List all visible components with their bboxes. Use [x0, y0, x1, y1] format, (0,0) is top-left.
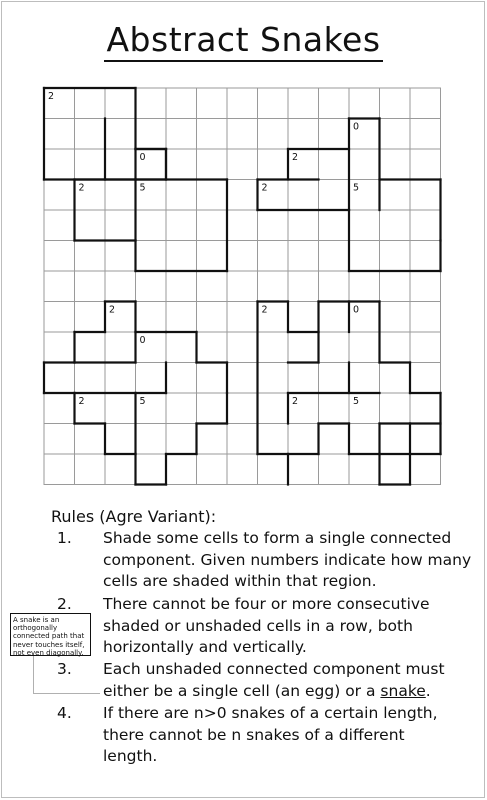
grid-cell[interactable] — [319, 302, 350, 333]
grid-cell[interactable] — [227, 454, 258, 485]
grid-cell[interactable] — [44, 271, 75, 302]
rule-3-line-2 — [103, 681, 445, 703]
grid-cell[interactable] — [197, 180, 228, 211]
grid-cell[interactable] — [44, 393, 75, 424]
rule-4-text — [103, 703, 438, 768]
grid-cell[interactable] — [410, 241, 441, 272]
grid-cell[interactable] — [44, 302, 75, 333]
grid-cell[interactable] — [258, 393, 289, 424]
clue-number: 2 — [261, 182, 268, 194]
grid-cell[interactable] — [288, 332, 319, 363]
grid-cell[interactable] — [410, 88, 441, 119]
grid-cell[interactable] — [258, 119, 289, 150]
grid-cell[interactable] — [75, 454, 106, 485]
grid-cell[interactable] — [136, 424, 167, 455]
grid-cell[interactable] — [410, 393, 441, 424]
grid-cell[interactable] — [349, 454, 380, 485]
grid-cell[interactable] — [380, 271, 411, 302]
grid-cell[interactable] — [166, 393, 197, 424]
grid-cell[interactable] — [319, 363, 350, 394]
grid-cell[interactable] — [380, 393, 411, 424]
grid-cell[interactable] — [319, 454, 350, 485]
grid-cell[interactable] — [105, 393, 136, 424]
grid-cell[interactable] — [166, 149, 197, 180]
grid-cell[interactable] — [44, 119, 75, 150]
grid-cell[interactable] — [75, 271, 106, 302]
grid-cell[interactable] — [410, 424, 441, 455]
grid-cell[interactable] — [288, 424, 319, 455]
grid-cell[interactable] — [44, 149, 75, 180]
grid-cell[interactable] — [258, 332, 289, 363]
grid-cell[interactable] — [166, 180, 197, 211]
snake-term-link[interactable]: snake — [380, 681, 426, 700]
rule-2-line-3: horizontally and vertically. — [103, 638, 307, 656]
grid-cell[interactable] — [227, 241, 258, 272]
grid-cell[interactable] — [319, 271, 350, 302]
grid-cell[interactable] — [136, 271, 167, 302]
grid-cell[interactable] — [197, 119, 228, 150]
grid-cell[interactable] — [227, 363, 258, 394]
clue-number: 5 — [139, 182, 146, 194]
grid-cell[interactable] — [258, 424, 289, 455]
grid-cell[interactable] — [105, 241, 136, 272]
grid-cell[interactable] — [197, 332, 228, 363]
rule-2-number: 2. — [57, 595, 72, 613]
grid-cell[interactable] — [197, 393, 228, 424]
grid-cell[interactable] — [75, 241, 106, 272]
grid-cell[interactable] — [319, 393, 350, 424]
grid-cell[interactable] — [410, 180, 441, 211]
grid-cell[interactable] — [319, 88, 350, 119]
grid-cell[interactable] — [75, 302, 106, 333]
grid-cell[interactable] — [197, 210, 228, 241]
clue-number: 2 — [48, 91, 55, 102]
rule-1-line-1: Shade some cells to form a single connected — [103, 529, 452, 547]
clue-number: 2 — [292, 152, 299, 163]
grid-cell[interactable] — [227, 393, 258, 424]
grid-cell[interactable] — [44, 332, 75, 363]
grid-cell[interactable] — [197, 149, 228, 180]
grid-cell[interactable] — [197, 302, 228, 333]
grid-cell[interactable] — [380, 119, 411, 150]
grid-cell[interactable] — [44, 454, 75, 485]
grid-cell[interactable] — [166, 210, 197, 241]
grid-cell[interactable] — [380, 210, 411, 241]
grid-cell[interactable] — [319, 210, 350, 241]
grid-cell[interactable] — [75, 210, 106, 241]
grid-cell[interactable] — [258, 210, 289, 241]
grid-cell[interactable] — [288, 119, 319, 150]
grid-cell[interactable] — [44, 180, 75, 211]
grid-cell[interactable] — [197, 88, 228, 119]
grid-cell[interactable] — [380, 180, 411, 211]
page-title-text: Abstract Snakes — [104, 20, 382, 62]
grid-cell[interactable] — [319, 180, 350, 211]
grid-cell[interactable] — [227, 88, 258, 119]
grid-cell[interactable] — [44, 210, 75, 241]
grid-cell[interactable] — [380, 302, 411, 333]
clue-number: 5 — [353, 182, 360, 194]
grid-cell[interactable] — [227, 210, 258, 241]
grid-cell[interactable] — [319, 424, 350, 455]
grid-cell[interactable] — [410, 454, 441, 485]
clue-number: 0 — [353, 304, 360, 316]
rule-2-text — [103, 594, 430, 659]
grid-cell[interactable] — [44, 363, 75, 394]
grid-cell[interactable] — [227, 180, 258, 211]
rule-3-line-1: Each unshaded connected component must — [103, 660, 445, 678]
rule-3-text — [103, 659, 445, 702]
clue-number: 5 — [353, 396, 360, 407]
grid-cell[interactable] — [44, 241, 75, 272]
grid-cell[interactable] — [136, 210, 167, 241]
clue-number: 2 — [78, 182, 85, 194]
grid-cell[interactable] — [349, 363, 380, 394]
grid-cell[interactable] — [410, 332, 441, 363]
rule-1-line-3: cells are shaded within that region. — [103, 572, 377, 590]
grid-cell[interactable] — [197, 424, 228, 455]
grid-cell[interactable] — [166, 363, 197, 394]
grid-cell[interactable] — [288, 180, 319, 211]
grid-cell[interactable] — [105, 271, 136, 302]
grid-cell[interactable] — [410, 210, 441, 241]
clue-number: 0 — [353, 121, 360, 133]
grid-cell[interactable] — [410, 271, 441, 302]
grid-cell[interactable] — [197, 271, 228, 302]
grid-cell[interactable] — [166, 119, 197, 150]
rule-1-number: 1. — [57, 529, 72, 547]
grid-cell[interactable] — [227, 149, 258, 180]
grid-cell[interactable] — [380, 88, 411, 119]
grid-cell[interactable] — [105, 363, 136, 394]
grid-cell[interactable] — [136, 241, 167, 272]
rule-4-number: 4. — [57, 704, 72, 722]
grid-cell[interactable] — [349, 241, 380, 272]
grid-cell[interactable] — [227, 424, 258, 455]
grid-cell[interactable] — [44, 424, 75, 455]
grid-cell[interactable] — [380, 241, 411, 272]
grid-cell[interactable] — [136, 302, 167, 333]
grid-cell[interactable] — [197, 241, 228, 272]
grid-cell[interactable] — [380, 332, 411, 363]
grid-cell[interactable] — [288, 241, 319, 272]
grid-cell[interactable] — [380, 363, 411, 394]
grid-cell[interactable] — [349, 271, 380, 302]
grid-cell[interactable] — [319, 149, 350, 180]
clue-number: 2 — [292, 396, 299, 407]
grid-cell[interactable] — [166, 454, 197, 485]
rule-2-line-2: shaded or unshaded cells in a row, both — [103, 616, 413, 635]
grid-cell[interactable] — [410, 149, 441, 180]
grid-cell[interactable] — [227, 119, 258, 150]
grid-cell[interactable] — [105, 332, 136, 363]
rule-4-line-1: If there are n>0 snakes of a certain length, — [103, 704, 438, 722]
grid-cell[interactable] — [349, 424, 380, 455]
rules-heading: Rules (Agre Variant): — [51, 507, 217, 526]
rule-3-number: 3. — [57, 660, 72, 678]
grid-cell[interactable] — [288, 210, 319, 241]
grid-cell[interactable] — [166, 88, 197, 119]
grid-cell[interactable] — [319, 119, 350, 150]
grid-cell[interactable] — [75, 149, 106, 180]
grid-cell[interactable] — [288, 302, 319, 333]
rule-2-line-1: There cannot be four or more consecutive — [103, 595, 430, 613]
clue-number: 2 — [78, 396, 85, 407]
grid-cell[interactable] — [258, 88, 289, 119]
rule-1-text — [103, 528, 471, 593]
grid-cell[interactable] — [166, 332, 197, 363]
grid-cell[interactable] — [105, 119, 136, 150]
grid-cell[interactable] — [105, 424, 136, 455]
clue-number: 0 — [139, 335, 146, 346]
grid-cell[interactable] — [227, 332, 258, 363]
grid-cell[interactable] — [166, 424, 197, 455]
grid-cell[interactable] — [410, 302, 441, 333]
grid-cell[interactable] — [75, 332, 106, 363]
grid-cell[interactable] — [258, 363, 289, 394]
grid-cell[interactable] — [75, 363, 106, 394]
rule-4-line-3: length. — [103, 747, 158, 765]
grid-cell[interactable] — [288, 88, 319, 119]
grid-cell[interactable] — [380, 454, 411, 485]
grid-cell[interactable] — [288, 271, 319, 302]
grid-cell[interactable] — [197, 363, 228, 394]
grid-cell[interactable] — [136, 454, 167, 485]
grid-cell[interactable] — [380, 149, 411, 180]
grid-cell[interactable] — [105, 210, 136, 241]
grid-cell[interactable] — [288, 454, 319, 485]
grid-cell[interactable] — [349, 210, 380, 241]
grid-cell[interactable] — [136, 88, 167, 119]
grid-cell[interactable] — [75, 424, 106, 455]
grid-cell[interactable] — [319, 241, 350, 272]
clue-number: 5 — [139, 396, 146, 407]
clue-number: 2 — [261, 304, 268, 316]
grid-cell[interactable] — [258, 149, 289, 180]
clue-number: 2 — [109, 304, 116, 316]
grid-cell[interactable] — [105, 180, 136, 211]
grid-cell[interactable] — [105, 149, 136, 180]
grid-cell[interactable] — [197, 454, 228, 485]
grid-cell[interactable] — [380, 424, 411, 455]
grid-cell[interactable] — [349, 149, 380, 180]
rule-3-period: . — [425, 681, 431, 700]
grid-cell[interactable] — [75, 88, 106, 119]
grid-cell[interactable] — [166, 302, 197, 333]
grid-cell[interactable] — [136, 363, 167, 394]
grid-cell[interactable] — [136, 119, 167, 150]
grid-cell[interactable] — [410, 119, 441, 150]
grid-cell[interactable] — [349, 332, 380, 363]
rule-3-line-2-start: either be a single cell (an egg) or a — [103, 681, 381, 700]
grid-cell[interactable] — [227, 271, 258, 302]
grid-cell[interactable] — [166, 271, 197, 302]
rule-4-line-2: there cannot be n snakes of a different — [103, 725, 405, 744]
grid-cell[interactable] — [258, 241, 289, 272]
grid-cell[interactable] — [166, 241, 197, 272]
grid-cell[interactable] — [288, 363, 319, 394]
snake-definition-note: A snake is an orthogonally connected path that never touches itself, not even diagonally. — [10, 613, 91, 656]
grid-cell[interactable] — [349, 88, 380, 119]
rule-1-line-2: component. Given numbers indicate how many — [103, 550, 472, 569]
grid-cell[interactable] — [410, 363, 441, 394]
grid-cell[interactable] — [227, 302, 258, 333]
clue-number: 0 — [139, 152, 146, 163]
grid-cell[interactable] — [105, 88, 136, 119]
grid-cell[interactable] — [319, 332, 350, 363]
grid-cell[interactable] — [75, 119, 106, 150]
grid-cell[interactable] — [258, 271, 289, 302]
grid-cell[interactable] — [105, 454, 136, 485]
grid-cell[interactable] — [258, 454, 289, 485]
